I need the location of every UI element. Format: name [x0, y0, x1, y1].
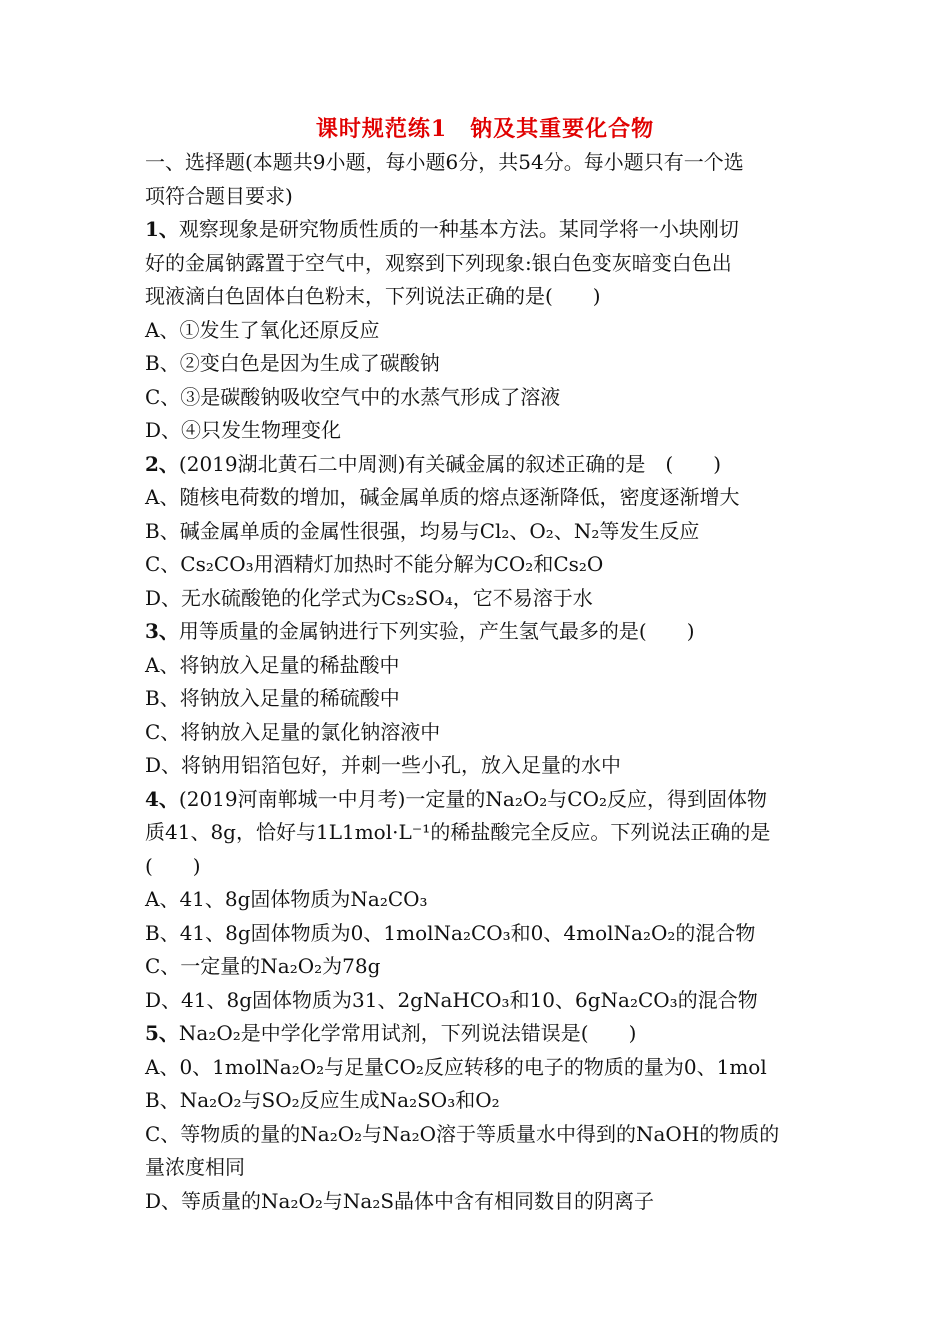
question-2-option-c: C、Cs₂CO₃用酒精灯加热时不能分解为CO₂和Cs₂O — [145, 552, 604, 576]
question-3-option-c: C、将钠放入足量的氯化钠溶液中 — [145, 719, 441, 744]
question-1-stem-line3: 现液滴白色固体白色粉末，下列说法正确的是( ) — [145, 284, 601, 308]
question-5-stem — [145, 1017, 815, 1051]
question-2 — [145, 448, 815, 616]
section-heading-line2: 项符合题目要求) — [145, 183, 293, 208]
question-5-number: 5、 — [145, 1021, 179, 1045]
question-1-text-line1: 观察现象是研究物质性质的一种基本方法。某同学将一小块刚切 — [178, 217, 739, 241]
question-3-number: 3、 — [145, 619, 179, 643]
question-2-option-b: B、碱金属单质的金属性很强，均易与Cl₂、O₂、N₂等发生反应 — [145, 518, 700, 543]
question-1-option-d: D、④只发生物理变化 — [145, 418, 342, 442]
question-4-option-c: C、一定量的Na₂O₂为78g — [145, 954, 381, 978]
question-4-option-d: D、41、8g固体物质为31、2gNaHCO₃和10、6gNa₂CO₃的混合物 — [145, 987, 758, 1012]
question-5-option-a: A、0、1molNa₂O₂与足量CO₂反应转移的电子的物质的量为0、1mol — [145, 1054, 767, 1079]
page-title: 课时规范练1 钠及其重要化合物 — [315, 116, 655, 142]
question-2-text: (2019湖北黄石二中周测)有关碱金属的叙述正确的是 ( ) — [178, 451, 722, 476]
question-1-option-c: C、③是碳酸钠吸收空气中的水蒸气形成了溶液 — [145, 384, 561, 409]
question-5-option-c-line1: C、等物质的量的Na₂O₂与Na₂O溶于等质量水中得到的NaOH的物质的 — [145, 1121, 780, 1146]
question-4-stem-line2: 质41、8g，恰好与1L1mol·L⁻¹的稀盐酸完全反应。下列说法正确的是 — [145, 820, 771, 844]
question-1-stem-line1 — [145, 213, 815, 247]
question-4-stem-line3: ( ) — [145, 853, 201, 878]
question-4-option-a: A、41、8g固体物质为Na₂CO₃ — [145, 887, 428, 911]
question-3-text: 用等质量的金属钠进行下列实验，产生氢气最多的是( ) — [178, 619, 695, 643]
question-4-stem-line1 — [145, 783, 815, 817]
question-1-stem-line2: 好的金属钠露置于空气中，观察到下列现象:银白色变灰暗变白色出 — [145, 250, 732, 275]
question-3-option-a: A、将钠放入足量的稀盐酸中 — [145, 652, 400, 677]
question-5 — [145, 1017, 815, 1218]
question-3-option-d: D、将钠用铝箔包好，并刺一些小孔，放入足量的水中 — [145, 753, 622, 777]
question-2-number: 2、 — [145, 451, 179, 476]
question-5-text: Na₂O₂是中学化学常用试剂，下列说法错误是( ) — [178, 1021, 637, 1045]
question-4-text-line1: (2019河南郸城一中月考)一定量的Na₂O₂与CO₂反应，得到固体物 — [178, 786, 767, 811]
question-4 — [145, 783, 815, 1018]
question-3 — [145, 615, 815, 783]
question-3-stem — [145, 615, 815, 649]
section-heading-line1: 一、选择题(本题共9小题，每小题6分，共54分。每小题只有一个选 — [145, 150, 744, 174]
question-4-number: 4、 — [145, 786, 179, 811]
question-1-number: 1、 — [145, 217, 179, 241]
question-4-option-b: B、41、8g固体物质为0、1molNa₂CO₃和0、4molNa₂O₂的混合物 — [145, 920, 756, 945]
question-2-stem — [145, 448, 815, 482]
document-page — [145, 112, 815, 1218]
question-2-option-a: A、随核电荷数的增加，碱金属单质的熔点逐渐降低，密度逐渐增大 — [145, 485, 740, 509]
question-1-option-a: A、①发生了氧化还原反应 — [145, 317, 380, 342]
question-3-option-b: B、将钠放入足量的稀硫酸中 — [145, 686, 400, 710]
question-5-option-b: B、Na₂O₂与SO₂反应生成Na₂SO₃和O₂ — [145, 1088, 500, 1112]
question-1 — [145, 213, 815, 448]
question-5-option-d: D、等质量的Na₂O₂与Na₂S晶体中含有相同数目的阴离子 — [145, 1188, 655, 1213]
question-1-option-b: B、②变白色是因为生成了碳酸钠 — [145, 351, 440, 375]
question-5-option-c-line2: 量浓度相同 — [145, 1155, 245, 1179]
question-2-option-d: D、无水硫酸铯的化学式为Cs₂SO₄，它不易溶于水 — [145, 585, 593, 610]
